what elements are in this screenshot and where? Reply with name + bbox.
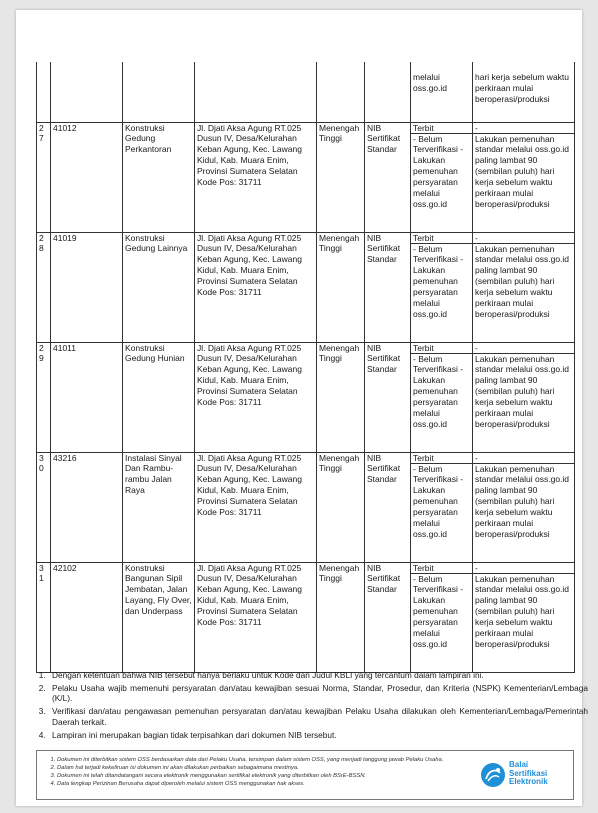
status-cell (411, 342, 473, 452)
bsre-logo (481, 761, 567, 791)
bsre-logo-icon (481, 763, 505, 787)
permit-cell: NIB Sertifikat Standar (365, 342, 411, 452)
risk-cell: Menengah Tinggi (317, 562, 365, 672)
note-item: 2. Pelaku Usaha wajib memenuhi persyaratan dan/atau kewajiban sesuai Norma, Standar, Prosedur, dan Kriteria (NSPK) Kementerian/Lembaga (K/L). (48, 683, 588, 704)
keterangan-desc: Lakukan pemenuhan standar melalui oss.go.id paling lambat 90 (sembilan puluh) hari kerja sebelum waktu perkiraan mulai beroperasi/produksi (475, 243, 570, 319)
notes-list (32, 670, 588, 742)
kbli-code-cell: 42102 (51, 562, 123, 672)
kbli-table (36, 62, 575, 673)
status-bottom: - Belum Terverifikasi - Lakukan pemenuhan persyaratan melalui oss.go.id (413, 133, 464, 209)
keterangan-desc: Lakukan pemenuhan standar melalui oss.go.id paling lambat 90 (sembilan puluh) hari kerja sebelum waktu perkiraan mulai beroperasi/produksi (475, 353, 570, 429)
kbli-title-cell: Instalasi Sinyal Dan Rambu-rambu Jalan Raya (123, 452, 195, 562)
risk-cell: Menengah Tinggi (317, 232, 365, 342)
note-item: 3. Verifikasi dan/atau pengawasan pemenuhan persyaratan dan/atau kewajiban Pelaku Usaha dilakukan oleh Kementerian/Lembaga/Pemerintah Daerah terkait. (48, 706, 588, 727)
keterangan-desc: Lakukan pemenuhan standar melalui oss.go.id paling lambat 90 (sembilan puluh) hari kerja sebelum waktu perkiraan mulai beroperasi/produksi (475, 573, 570, 649)
keterangan-top: - (473, 233, 574, 244)
table-row (37, 452, 575, 562)
kbli-title-cell: Konstruksi Gedung Perkantoran (123, 122, 195, 232)
address-cell: Jl. Djati Aksa Agung RT.025 Dusun IV, Desa/Kelurahan Keban Agung, Kec. Lawang Kidul, Kab. Muara Enim, Provinsi Sumatera Selatan Kode Pos: 31711 (195, 562, 317, 672)
address-cell: Jl. Djati Aksa Agung RT.025 Dusun IV, Desa/Kelurahan Keban Agung, Kec. Lawang Kidul, Kab. Muara Enim, Provinsi Sumatera Selatan Kode Pos: 31711 (195, 342, 317, 452)
status-cell (411, 122, 473, 232)
keterangan-desc: Lakukan pemenuhan standar melalui oss.go.id paling lambat 90 (sembilan puluh) hari kerja sebelum waktu perkiraan mulai beroperasi/produksi (475, 463, 570, 539)
footer-note: 2. Dalam hal terjadi kekeliruan isi dokumen ini akan dilakukan perbaikan sebagaimana mestinya. (57, 764, 497, 772)
status-bottom: - Belum Terverifikasi - Lakukan pemenuhan persyaratan melalui oss.go.id (413, 353, 464, 429)
bsre-logo-text: Balai Sertifikasi Elektronik (509, 760, 548, 787)
risk-cell: Menengah Tinggi (317, 342, 365, 452)
keterangan-cell (473, 562, 575, 672)
table-row (37, 562, 575, 672)
permit-cell: NIB Sertifikat Standar (365, 122, 411, 232)
keterangan-top: - (473, 453, 574, 464)
kbli-title-cell: Konstruksi Gedung Hunian (123, 342, 195, 452)
status-top: Terbit (411, 123, 472, 134)
status-top: Terbit (411, 233, 472, 244)
no-cell: 31 (37, 562, 51, 672)
footer-note: 3. Dokumen ini telah ditandatangani secara elektronik menggunakan sertifikat elektronik yang diterbitkan oleh BSrE-BSSN. (57, 772, 497, 780)
kbli-title-cell: Konstruksi Gedung Lainnya (123, 232, 195, 342)
status-top: Terbit (411, 563, 472, 574)
note-item: 4. Lampiran ini merupakan bagian tidak terpisahkan dari dokumen NIB tersebut. (48, 730, 588, 741)
keterangan-cell: hari kerja sebelum waktu perkiraan mulai beroperasi/produksi (473, 62, 575, 122)
kbli-code-cell: 41019 (51, 232, 123, 342)
no-cell: 30 (37, 452, 51, 562)
footer-notes (41, 756, 497, 788)
kbli-code-cell: 41011 (51, 342, 123, 452)
status-cell (411, 452, 473, 562)
table-row (37, 342, 575, 452)
status-bottom: - Belum Terverifikasi - Lakukan pemenuhan persyaratan melalui oss.go.id (413, 573, 464, 649)
document-page (16, 10, 588, 806)
keterangan-top: - (473, 563, 574, 574)
status-top: Terbit (411, 453, 472, 464)
table-row (37, 122, 575, 232)
keterangan-cell (473, 452, 575, 562)
status-bottom: - Belum Terverifikasi - Lakukan pemenuhan persyaratan melalui oss.go.id (413, 243, 464, 319)
address-cell: Jl. Djati Aksa Agung RT.025 Dusun IV, Desa/Kelurahan Keban Agung, Kec. Lawang Kidul, Kab. Muara Enim, Provinsi Sumatera Selatan Kode Pos: 31711 (195, 452, 317, 562)
no-cell: 28 (37, 232, 51, 342)
keterangan-top: - (473, 343, 574, 354)
status-cell: melalui oss.go.id (411, 62, 473, 122)
permit-cell: NIB Sertifikat Standar (365, 452, 411, 562)
address-cell: Jl. Djati Aksa Agung RT.025 Dusun IV, Desa/Kelurahan Keban Agung, Kec. Lawang Kidul, Kab. Muara Enim, Provinsi Sumatera Selatan Kode Pos: 31711 (195, 232, 317, 342)
keterangan-cell (473, 342, 575, 452)
address-cell: Jl. Djati Aksa Agung RT.025 Dusun IV, Desa/Kelurahan Keban Agung, Kec. Lawang Kidul, Kab. Muara Enim, Provinsi Sumatera Selatan Kode Pos: 31711 (195, 122, 317, 232)
kbli-title-cell: Konstruksi Bangunan Sipil Jembatan, Jalan Layang, Fly Over, dan Underpass (123, 562, 195, 672)
footer-note: 1. Dokumen ini diterbitkan sistem OSS berdasarkan data dari Pelaku Usaha, tersimpan dalam sistem OSS, yang menjadi tanggung jawab Pelaku Usaha. (57, 756, 497, 764)
footer-note: 4. Data lengkap Perizinan Berusaha dapat diperoleh melalui sistem OSS menggunakan hak akses. (57, 780, 497, 788)
status-cell (411, 562, 473, 672)
kbli-code-cell: 43216 (51, 452, 123, 562)
keterangan-desc: Lakukan pemenuhan standar melalui oss.go.id paling lambat 90 (sembilan puluh) hari kerja sebelum waktu perkiraan mulai beroperasi/produksi (475, 133, 570, 209)
risk-cell: Menengah Tinggi (317, 452, 365, 562)
keterangan-cell (473, 232, 575, 342)
permit-cell: NIB Sertifikat Standar (365, 562, 411, 672)
kbli-code-cell: 41012 (51, 122, 123, 232)
status-bottom: - Belum Terverifikasi - Lakukan pemenuhan persyaratan melalui oss.go.id (413, 463, 464, 539)
keterangan-top: - (473, 123, 574, 134)
no-cell: 29 (37, 342, 51, 452)
table-row (37, 232, 575, 342)
footer-box (36, 750, 574, 800)
no-cell: 27 (37, 122, 51, 232)
status-cell (411, 232, 473, 342)
table-row-continuation (37, 62, 575, 122)
note-item: 1. Dengan ketentuan bahwa NIB tersebut hanya berlaku untuk Kode dan Judul KBLI yang tercantum dalam lampiran ini. (48, 670, 588, 681)
risk-cell: Menengah Tinggi (317, 122, 365, 232)
permit-cell: NIB Sertifikat Standar (365, 232, 411, 342)
status-top: Terbit (411, 343, 472, 354)
keterangan-cell (473, 122, 575, 232)
